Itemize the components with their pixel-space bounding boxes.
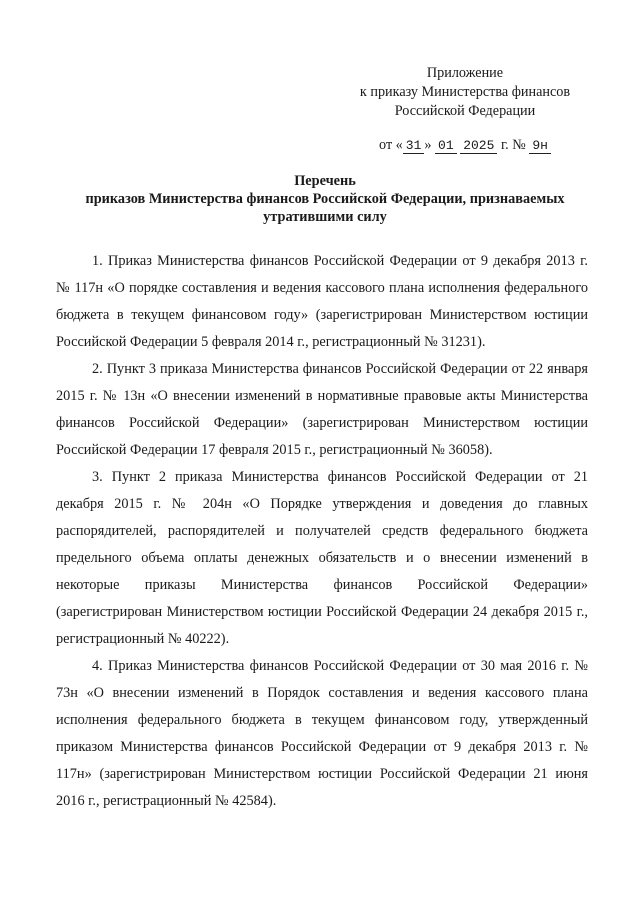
title-line-3: утратившими силу xyxy=(263,209,387,225)
appendix-country: Российской Федерации xyxy=(394,103,536,119)
date-prefix: от « xyxy=(379,137,403,153)
order-number: 9н xyxy=(529,138,551,154)
year-suffix: г. № xyxy=(500,137,526,153)
list-item-3: 3. Пункт 2 приказа Министерства финансов Российской Федерации от 21 декабря 2015 г. № 204н «О Порядке утверждения и доведения до главных распорядителей, распорядителей и получателей средств федерального бюджета предельного объема оплаты денежных обязательств и о внесении изменений в некоторые приказы Министерства финансов Российской Федерации» (зарегистрирован Министерством юстиции Российской Федерации 24 декабря 2015 г., регистрационный № 40222). xyxy=(56,469,588,647)
title-line-2: приказов Министерства финансов Российской Федерации, признаваемых xyxy=(85,191,565,207)
list-item-4: 4. Приказ Министерства финансов Российской Федерации от 30 мая 2016 г. № 73н «О внесении изменений в Порядок составления и ведения кассового плана исполнения федерального бюджета в текущем финансовом году, утвержденный приказом Министерства финансов Российской Федерации от 9 декабря 2013 г. № 117н» (зарегистрирован Министерством юстиции Российской Федерации 21 июня 2016 г., регистрационный № 42584). xyxy=(56,658,588,809)
appendix-date-number xyxy=(340,136,590,155)
date-day: 31 xyxy=(403,138,425,154)
list-item-2: 2. Пункт 3 приказа Министерства финансов Российской Федерации от 22 января 2015 г. № 13н «О внесении изменений в нормативные правовые акты Министерства финансов Российской Федерации» (зарегистрирован Министерством юстиции Российской Федерации 17 февраля 2015 г., регистрационный № 36058). xyxy=(56,361,588,458)
appendix-header xyxy=(340,64,590,155)
document-title xyxy=(40,172,610,226)
date-day-close: » xyxy=(424,137,432,153)
appendix-label: Приложение xyxy=(426,65,504,81)
list-item-1: 1. Приказ Министерства финансов Российской Федерации от 9 декабря 2013 г. № 117н «О порядке составления и ведения кассового плана исполнения федерального бюджета в текущем финансовом году» (зарегистрирован Министерством юстиции Российской Федерации 5 февраля 2014 г., регистрационный № 31231). xyxy=(56,253,588,350)
document-body xyxy=(56,248,588,815)
date-month: 01 xyxy=(435,138,457,154)
title-line-1: Перечень xyxy=(294,173,356,189)
date-year: 2025 xyxy=(460,138,497,154)
appendix-order-ref: к приказу Министерства финансов xyxy=(359,84,571,100)
